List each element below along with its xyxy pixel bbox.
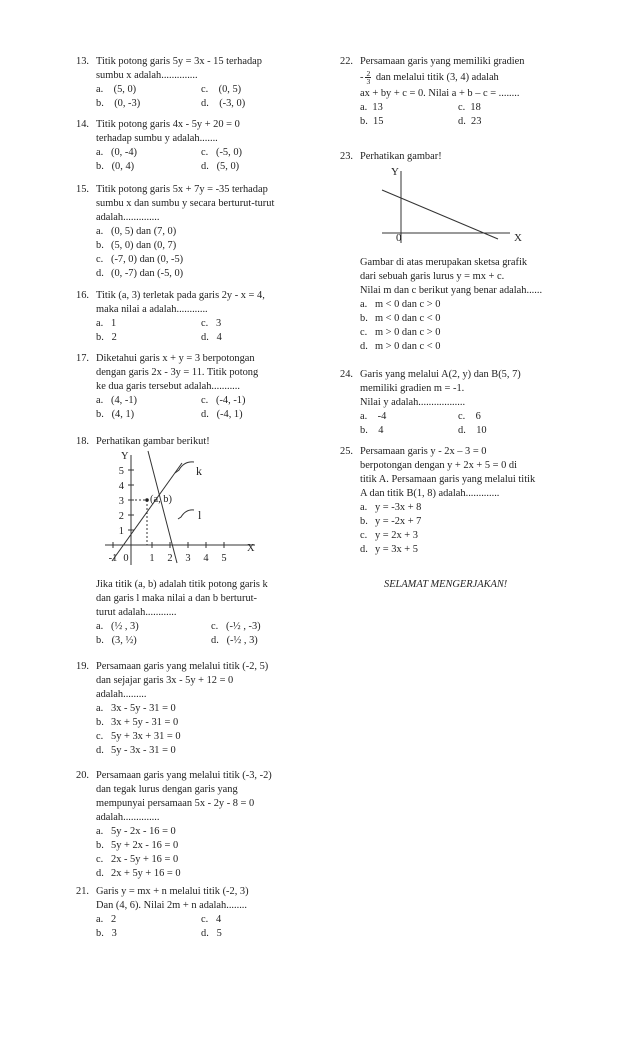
question-text: dan garis l maka nilai a dan b berturut- [96,593,257,604]
option-c[interactable]: c. m > 0 dan c > 0 [360,327,441,338]
graph-line-sketch [380,163,540,248]
arrow-l [178,510,194,519]
x-tick-label: 3 [185,553,191,564]
question-text: Garis yang melalui A(2, y) dan B(5, 7) [360,369,521,380]
x-tick-label: 5 [221,553,227,564]
option-b[interactable]: b. 4 [360,425,384,436]
fraction: $\frac{2}{3}$ [366,69,371,87]
question-text: turut adalah............ [96,607,177,618]
option-b[interactable]: b. 5y + 2x - 16 = 0 [96,840,179,851]
option-c[interactable]: c. (-½ , -3) [211,621,261,632]
question-text: memiliki gradien m = -1. [360,383,465,394]
option-a[interactable]: a. (0, 5) dan (7, 0) [96,226,177,237]
point-label: (a, b) [150,494,172,505]
option-a[interactable]: a. -4 [360,411,387,422]
option-b[interactable]: b. 15 [360,116,384,127]
question-16 [76,289,326,345]
question-text: Titik potong garis 5y = 3x - 15 terhadap [96,56,262,67]
question-text: Persamaan garis yang memiliki gradien [360,56,525,67]
option-d[interactable]: d. 10 [458,425,487,436]
option-b[interactable]: b. y = -2x + 7 [360,516,422,527]
option-d[interactable]: d. 2x + 5y + 16 = 0 [96,868,181,879]
option-b[interactable]: b. (0, -3) [96,98,141,109]
option-d[interactable]: d. 5y - 3x - 31 = 0 [96,745,176,756]
question-text: sumbu x dan sumbu y secara berturut-turut [96,198,275,209]
question-number: 13. [76,56,89,67]
x-axis-label: X [247,543,255,554]
question-24 [340,368,590,438]
question-text: dari sebuah garis lurus y = mx + c. [360,271,505,282]
option-c[interactable]: c. (-7, 0) dan (0, -5) [96,254,184,265]
question-text: Dan (4, 6). Nilai 2m + n adalah........ [96,900,248,911]
y-tick-label: 5 [118,466,124,477]
question-text: berpotongan dengan y + 2x + 5 = 0 di [360,460,517,471]
question-text: Titik potong garis 5x + 7y = -35 terhadap [96,184,268,195]
option-c[interactable]: c. 5y + 3x + 31 = 0 [96,731,181,742]
question-text: dan sejajar garis 3x - 5y + 12 = 0 [96,675,234,686]
question-text: Persamaan garis yang melalui titik (-3, -2) [96,770,272,781]
option-c[interactable]: c. (-5, 0) [201,147,242,158]
question-19 [76,660,326,758]
question-text: Perhatikan gambar berikut! [96,436,210,447]
question-number: 18. [76,436,89,447]
option-a[interactable]: a. (5, 0) [96,84,137,95]
x-tick-label: 4 [203,553,209,564]
option-c[interactable]: c. (-4, -1) [201,395,246,406]
question-text: Persamaan garis yang melalui titik (-2, 5) [96,661,269,672]
question-number: 14. [76,119,89,130]
question-20 [76,769,326,881]
graph-lines-k-l [100,447,270,572]
option-b[interactable]: b. 2 [96,332,117,343]
x-tick-label: -1 [108,553,118,564]
question-text: A dan titik B(1, 8) adalah............. [360,488,500,499]
option-c[interactable]: c. (0, 5) [201,84,242,95]
question-text: terhadap sumbu y adalah....... [96,133,218,144]
question-number: 15. [76,184,89,195]
option-c[interactable]: c. 2x - 5y + 16 = 0 [96,854,179,865]
x-tick-label: 0 [123,553,129,564]
question-number: 20. [76,770,89,781]
question-22 [340,55,600,129]
question-number: 24. [340,369,353,380]
question-text: dan tegak lurus dengan garis yang [96,784,238,795]
question-14 [76,118,326,174]
option-a[interactable]: a. m < 0 dan c > 0 [360,299,441,310]
option-a[interactable]: a. 13 [360,102,383,113]
option-d[interactable]: d. 4 [201,332,222,343]
question-text: Titik potong garis 4x - 5y + 20 = 0 [96,119,240,130]
question-text: titik A. Persamaan garis yang melalui titik [360,474,536,485]
question-text: Garis y = mx + n melalui titik (-2, 3) [96,886,249,897]
option-c[interactable]: c. 18 [458,102,481,113]
option-d[interactable]: d. (0, -7) dan (-5, 0) [96,268,184,279]
question-text: Jika titik (a, b) adalah titik potong garis k [96,579,268,590]
question-number: 17. [76,353,89,364]
line-k-label: k [196,464,202,478]
question-21 [76,885,326,941]
question-number: 22. [340,56,353,67]
option-d[interactable]: d. y = 3x + 5 [360,544,418,555]
question-13 [76,55,326,111]
origin-label: 0 [396,232,402,244]
x-tick-label: 2 [167,553,173,564]
option-a[interactable]: a. 3x - 5y - 31 = 0 [96,703,176,714]
question-text: adalah.............. [96,212,160,223]
question-number: 23. [340,151,353,162]
option-a[interactable]: a. y = -3x + 8 [360,502,422,513]
question-text: Nilai y adalah.................. [360,397,466,408]
y-tick-label: 1 [118,526,124,537]
option-c[interactable]: c. y = 2x + 3 [360,530,418,541]
option-b[interactable]: b. 3x + 5y - 31 = 0 [96,717,179,728]
line-l-label: l [198,508,202,522]
option-c[interactable]: c. 3 [201,318,222,329]
question-text: Titik (a, 3) terletak pada garis 2y - x = 4, [96,290,265,301]
option-d[interactable]: d. 23 [458,116,482,127]
option-a[interactable]: a. (0, -4) [96,147,137,158]
option-a[interactable]: a. 1 [96,318,117,329]
question-text: ax + by + c = 0. Nilai a + b – c = ........ [360,88,520,99]
option-c[interactable]: c. 6 [458,411,481,422]
y-tick-label: 4 [118,481,124,492]
y-axis-label: Y [121,451,129,462]
option-b[interactable]: b. 3 [96,928,117,939]
option-d[interactable]: d. (-4, 1) [201,409,243,420]
question-number: 21. [76,886,89,897]
option-d[interactable]: d. (5, 0) [201,161,240,172]
question-18-continued [76,578,326,648]
question-23-continued [340,256,590,354]
question-text: - $\frac{2}{3}$ dan melalui titik (3, 4) adalah [360,69,499,87]
question-text: Nilai m dan c berikut yang benar adalah...... [360,285,543,296]
question-text: adalah.............. [96,812,160,823]
x-tick-label: 1 [149,553,155,564]
question-text: Diketahui garis x + y = 3 berpotongan [96,353,255,364]
option-a[interactable]: a. 2 [96,914,117,925]
question-17 [76,352,326,422]
closing-message: SELAMAT MENGERJAKAN! [384,579,508,590]
question-number: 25. [340,446,353,457]
y-tick-label: 3 [118,496,124,507]
option-d[interactable]: d. (-½ , 3) [211,635,258,646]
y-tick-label: 2 [118,511,124,522]
question-text: mempunyai persamaan 5x - 2y - 8 = 0 [96,798,255,809]
option-d[interactable]: d. m > 0 dan c < 0 [360,341,441,352]
option-a[interactable]: a. (4, -1) [96,395,137,406]
option-a[interactable]: a. (½ , 3) [96,621,139,632]
question-text: dengan garis 2x - 3y = 11. Titik potong [96,367,259,378]
option-d[interactable]: d. (-3, 0) [201,98,246,109]
question-25 [340,445,590,557]
question-text: sumbu x adalah.............. [96,70,198,81]
arrow-k [175,462,194,473]
question-text: Gambar di atas merupakan sketsa grafik [360,257,528,268]
option-b[interactable]: b. (5, 0) dan (0, 7) [96,240,177,251]
option-b[interactable]: b. (3, ½) [96,635,137,646]
question-text: ke dua garis tersebut adalah........... [96,381,240,392]
option-b[interactable]: b. m < 0 dan c < 0 [360,313,441,324]
question-number: 19. [76,661,89,672]
option-b[interactable]: b. (4, 1) [96,409,135,420]
question-number: 16. [76,290,89,301]
question-text: Perhatikan gambar! [360,151,442,162]
question-text: maka nilai a adalah............ [96,304,208,315]
question-23 [340,150,590,164]
option-d[interactable]: d. 5 [201,928,222,939]
intersection-point [145,498,149,502]
x-axis-label: X [514,232,522,244]
question-text: adalah......... [96,689,147,700]
question-15 [76,183,326,281]
y-axis-label: Y [391,166,399,178]
option-b[interactable]: b. (0, 4) [96,161,135,172]
option-a[interactable]: a. 5y - 2x - 16 = 0 [96,826,176,837]
question-text: Persamaan garis y - 2x – 3 = 0 [360,446,487,457]
option-c[interactable]: c. 4 [201,914,222,925]
